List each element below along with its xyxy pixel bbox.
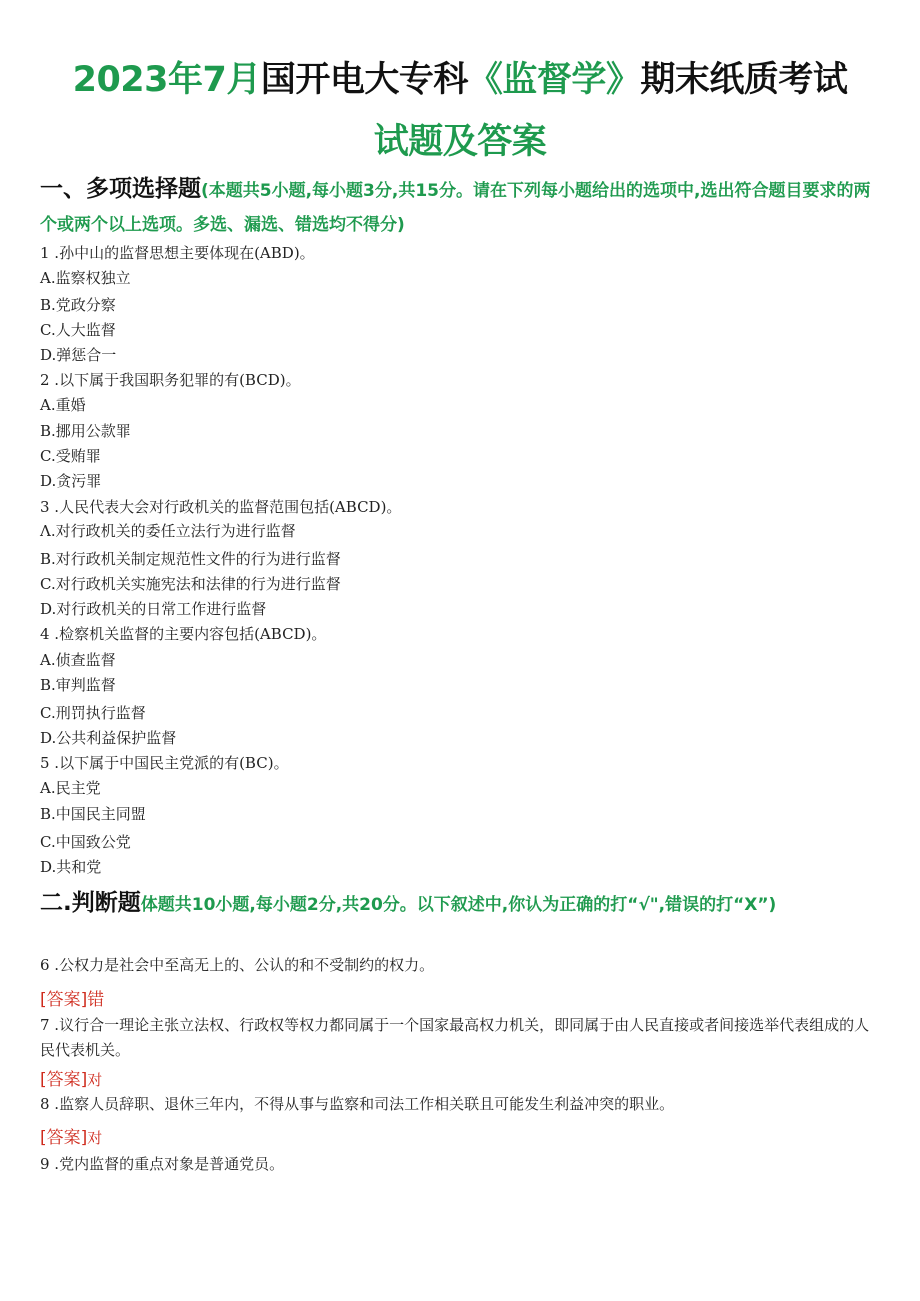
answer-value: 对 [87, 1129, 103, 1147]
section-instructions: 体题共10小题,每小题2分,共20分。以下叙述中,你认为正确的打“√",错误的打“X”) [140, 895, 777, 915]
option-item: C.中国致公党 [40, 833, 131, 851]
title-exam-type: 期末纸质考试 [640, 60, 848, 100]
option-item: C.受贿罪 [40, 447, 101, 465]
option-item: D.对行政机关的日常工作进行监督 [40, 600, 267, 618]
option-item: C.人大监督 [40, 321, 116, 339]
answer-label: [答案] [40, 990, 88, 1010]
question-stem: 5 .以下属于中国民主党派的有(BC)。 [40, 754, 289, 772]
option-item: B.审判监督 [40, 676, 116, 694]
answer-value: 错 [87, 990, 105, 1010]
section-multiple-choice-heading [40, 172, 885, 242]
question-stem: 1 .孙中山的监督思想主要体现在(ABD)。 [40, 244, 315, 262]
title-course: 《监督学》 [467, 60, 641, 100]
title-school: 国开电大专科 [260, 60, 468, 100]
title-date: 2023年7月 [72, 60, 261, 100]
option-item: D.贪污罪 [40, 472, 102, 490]
page-subtitle: 试题及答案 [373, 122, 547, 162]
answer-line [40, 1123, 102, 1148]
question-stem: 8 .监察人员辞职、退休三年内，不得从事与监察和司法工作相关联且可能发生利益冲突的职业。 [40, 1095, 675, 1113]
page-title [0, 52, 920, 102]
answer-line [40, 1065, 102, 1090]
option-item: A.监察权独立 [40, 269, 131, 287]
answer-value: 对 [87, 1071, 103, 1089]
answer-label: [答案] [40, 1070, 88, 1090]
section-instructions: (本题共5小题,每小题3分,共15分。请在下列每小题给出的选项中,选出符合题目要求的两个或两个以上选项。多选、漏选、错选均不得分) [40, 181, 871, 235]
option-item: C.对行政机关实施宪法和法律的行为进行监督 [40, 575, 341, 593]
option-item: A.重婚 [40, 396, 86, 414]
option-item: B.中国民主同盟 [40, 805, 146, 823]
option-item: A.民主党 [40, 779, 101, 797]
option-item: B.对行政机关制定规范性文件的行为进行监督 [40, 550, 341, 568]
question-stem: 7 .议行合一理论主张立法权、行政权等权力都同属于一个国家最高权力机关，即同属于由人民直接或者间接选举代表组成的人民代表机关。 [40, 1016, 870, 1059]
question-stem: 4 .检察机关监督的主要内容包括(ABCD)。 [40, 625, 327, 643]
option-item: A.侦查监督 [40, 651, 116, 669]
option-item: D.共和党 [40, 858, 102, 876]
answer-line [40, 985, 104, 1010]
option-item: D.公共利益保护监督 [40, 729, 177, 747]
question-stem: 3 .人民代表大会对行政机关的监督范围包括(ABCD)。 [40, 498, 402, 516]
option-item: B.挪用公款罪 [40, 422, 131, 440]
section-title: 一、多项选择题 [40, 176, 201, 202]
option-item: Λ.对行政机关的委任立法行为进行监督 [40, 522, 296, 540]
question-stem: 2 .以下属于我国职务犯罪的有(BCD)。 [40, 371, 301, 389]
section-title: 二.判断题 [40, 890, 141, 916]
question-stem: 6 .公权力是社会中至高无上的、公认的和不受制约的权力。 [40, 956, 435, 974]
answer-label: [答案] [40, 1128, 88, 1148]
question-stem: 9 .党内监督的重点对象是普通党员。 [40, 1155, 285, 1173]
option-item: B.党政分察 [40, 296, 116, 314]
option-item: C.刑罚执行监督 [40, 704, 146, 722]
option-item: D.弹惩合一 [40, 346, 117, 364]
section-true-false-heading [40, 886, 820, 922]
